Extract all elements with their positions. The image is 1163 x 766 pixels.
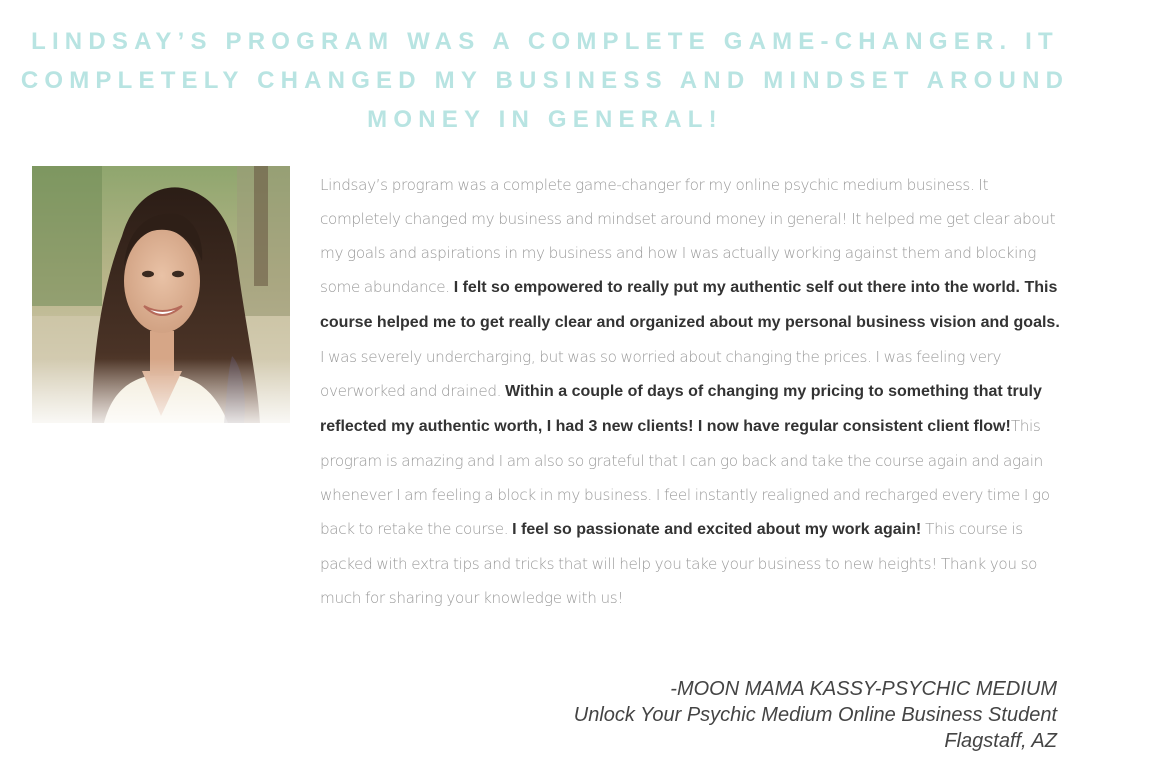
attribution-location: Flagstaff, AZ <box>944 730 1057 752</box>
testimonial-highlight: Within a couple of days of changing my pricing to something that truly reflected my authentic worth, I had 3 new clients! I now have regular consistent client flow! <box>320 383 1042 435</box>
testimonial-highlight: I felt so empowered to really put my authentic self out there into the world. This course helped me to get really clear and organized about my personal business vision and goals. <box>320 279 1060 331</box>
portrait-photo-icon <box>32 166 290 423</box>
portrait-photo <box>32 166 290 423</box>
testimonial-text-segment: This course is packed with extra tips and tricks that will help you take your business to new heights! Thank you so much for sharing your knowledge with us! <box>320 520 1038 607</box>
attribution-program: Unlock Your Psychic Medium Online Business Student <box>573 704 1057 726</box>
testimonial-highlight: I feel so passionate and excited about my work again! <box>512 521 922 538</box>
testimonial-headline: LINDSAY’S PROGRAM WAS A COMPLETE GAME-CHANGER. IT COMPLETELY CHANGED MY BUSINESS AND MINDSET AROUND MONEY IN GENERAL! <box>20 28 1070 133</box>
attribution-name: -MOON MAMA KASSY-PSYCHIC MEDIUM <box>670 678 1057 700</box>
testimonial-attribution <box>574 676 1057 754</box>
testimonial-text-segment: This program is amazing and I am also so grateful that I can go back and take the course again and again whenever I am feeling a block in my business. I feel instantly realigned and recharged every time I go back to retake the course. <box>320 417 1050 538</box>
testimonial-text-segment: Lindsay’s program was a complete game-changer for my online psychic medium business. It completely changed my business and mindset around money in general! It helped me get clear about my goals and aspirations in my business and how I was actually working against them and blocking some abundance. <box>320 176 1056 296</box>
testimonial-text <box>320 168 1060 615</box>
testimonial-text-segment: I was severely undercharging, but was so worried about changing the prices. I was feeling very overworked and drained. <box>320 348 1002 400</box>
